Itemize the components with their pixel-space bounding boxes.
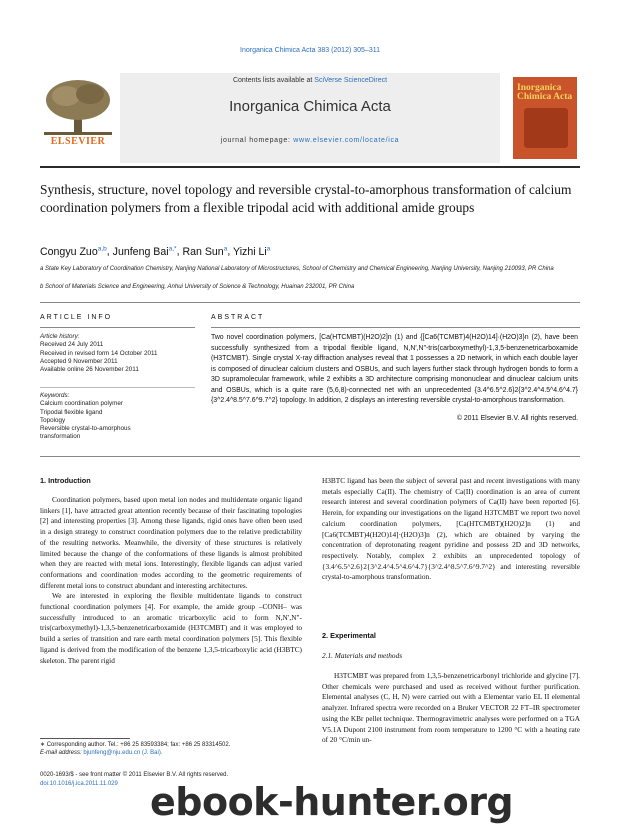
sciencedirect-link[interactable]: SciVerse ScienceDirect — [314, 77, 388, 84]
keywords-divider — [40, 387, 195, 388]
paragraph: We are interested in exploring the flexible multidentate ligands to construct functional coordination polymers [4]. For example, the amide group –CONH– was successfully introduced to an aromatic tricarboxylic acid to form N,N′,N″-tris(carboxymethyl)-1,3,5-benzenetricarboxamide (H3TCMBT) and it was employed to build a series of transition and rare earth metal coordination polymers [5]. This flexible ligand is derived from the modification of the benzene 1,3,5-tricarboxylic acid (H3BTC) skeleton. The parent rigid — [40, 591, 302, 665]
corresponding-author-footnote — [40, 741, 300, 757]
article-info-divider — [40, 327, 195, 328]
history-item: Available online 26 November 2011 — [40, 366, 139, 374]
paragraph: Coordination polymers, based upon metal ion nodes and multidentate organic ligand linkers [1], have attracted great attention recently because of their fascinating topologies [2] and interesting properties [3]. Among these ligands, rigid ones have often been used in a design strategy to construct coordination polymers due to the relative predictability of the resulting networks. Meanwhile, the diversity of these structures is relatively limited because the change of the conformations of these ligands is almost prohibited when they are reacted with metal ions. Interestingly, flexible ligands can adjust varied conformations and coordination modes according to the geometric requirements of different metal ions to construct abundant and interesting architectures. — [40, 495, 302, 590]
paragraph: H3BTC ligand has been the subject of several past and recent investigations with many metals especially Ca(II). The chemistry of Ca(II) coordination is an area of current research interest and several coordination polymers of Ca(II) have been reported [6]. Herein, for expanding our investigations on the ligand H3TCMBT we report two novel calcium coordination polymers, [Ca(HTCMBT)(H2O)2]n (1) and [Ca6(TCMBT)4(H2O)14]·(H2O)3]n (2), which are obtained by varying the concentration of deprotonating reagent pyridine and possess 2D and 3D networks, respectively. Notably, complex 2 exhibits an unprecedented topology of {3.4^6.5^2.6}2{3^2.4^4.5^4.6^4.7}{3^2.4^8.5^7.6^9.7^2} and interesting reversible crystal-to-amorphous transformation. — [322, 476, 580, 582]
doi-link[interactable]: doi:10.1016/j.ica.2011.11.029 — [40, 780, 118, 787]
journal-homepage — [120, 137, 500, 144]
article-title: Synthesis, structure, novel topology and reversible crystal-to-amorphous transformation of calcium coordination polymers from a flexible tripodal acid with additional amide groups — [40, 182, 572, 215]
keyword: Calcium coordination polymer — [40, 400, 123, 408]
abstract-heading: ABSTRACT — [211, 314, 265, 321]
introduction-heading: 1. Introduction — [40, 476, 91, 485]
journal-header-box — [120, 73, 500, 163]
footnote-divider — [40, 738, 130, 739]
keyword: Tripodal flexible ligand — [40, 408, 103, 416]
author[interactable]: Junfeng Bai$^{a,*}$ — [112, 245, 177, 258]
experimental-heading: 2. Experimental — [322, 631, 376, 640]
email-line — [40, 749, 300, 757]
contents-prefix: Contents lists available at — [232, 77, 315, 84]
cover-title: Inorganica Chimica Acta — [517, 83, 573, 102]
history-item: Received in revised form 14 October 2011 — [40, 349, 158, 357]
article-info-heading: ARTICLE INFO — [40, 314, 113, 321]
body-right-column — [322, 476, 580, 583]
abstract-bottom-divider — [40, 456, 580, 457]
header-divider — [40, 166, 580, 168]
abstract-copyright: © 2011 Elsevier B.V. All rights reserved. — [456, 415, 578, 422]
contents-line — [120, 77, 500, 84]
affiliation: a State Key Laboratory of Coordination Chemistry, Nanjing National Laboratory of Microstructures, School of Chemistry and Chemical Engineering, Nanjing University, Nanjing 210093, PR China — [40, 266, 554, 272]
keywords-label: Keywords: — [40, 392, 70, 399]
author[interactable]: Ran Sun$^a$ — [182, 245, 228, 258]
keywords — [40, 392, 200, 442]
paragraph: H3TCMBT was prepared from 1,3,5-benzenetricarbonyl trichloride and glycine [7]. Other chemicals were purchased and used as received without further purification. Elemental analyses (C, H, N) were carried out with a Elementar vario EL II elemental analyzer. Infrared spectra were recorded on a Bruker VECTOR 22 FT–IR spectrometer using the KBr pellet technique. Thermogravimetric analyses were performed on a TGA V5.1A Dupont 2100 instrument from room temperature to 1200 °C with a heating rate of 20 °C/min un- — [322, 671, 580, 745]
affiliation-divider — [40, 302, 580, 303]
keyword: Reversible crystal-to-amorphous — [40, 425, 131, 433]
issn-line: 0020-1693/$ - see front matter © 2011 Elsevier B.V. All rights reserved. — [40, 772, 229, 778]
journal-citation[interactable]: Inorganica Chimica Acta 383 (2012) 305–311 — [240, 47, 380, 54]
abstract-divider — [211, 327, 580, 328]
homepage-prefix: journal homepage: — [220, 137, 294, 144]
author[interactable]: Yizhi Li$^a$ — [233, 245, 271, 258]
history-label: Article history: — [40, 333, 80, 340]
abstract-text: Two novel coordination polymers, [Ca(HTCMBT)(H2O)2]n (1) and {[Ca6(TCMBT)4(H2O)14]·(H2O)3}n (2), have been successfully synthesized from a tripodal flexible ligand, N,N′,N″-tris(carboxymethyl)-1,3,5-benzenetricarboxamide (H3TCMBT). Single crystal X-ray diffraction analyses reveal that 1 possesses a 2D network, in which each double layer is composed of dinuclear calcium clusters and OSBUs, and such layers further stack through hydrogen bonds to form a 3D supramolecular framework, while 2 exhibits a 3D architecture comprising mononuclear and dinuclear calcium units and OSBUs, which is a quite rare (5,6,8)-connected net with an unprecedented {3.4^6.5^2.6}2{3^2.4^4.5^4.6^4.7}{3^2.4^8.5^7.6^9.7^2} topology. In addition, 2 displays an interesting reversible crystal-to-amorphous transformation. — [211, 334, 578, 404]
affiliation: b School of Materials Science and Engineering, Anhui University of Science & Technology, Huainan 232001, PR China — [40, 284, 355, 290]
author[interactable]: Congyu Zuo$^{a,b}$ — [40, 245, 107, 258]
watermark-text: ebook-hunter.org — [150, 780, 514, 824]
email-label: E-mail address: — [40, 750, 84, 756]
article-history — [40, 333, 200, 374]
history-item: Received 24 July 2011 — [40, 341, 104, 349]
keyword: transformation — [40, 433, 81, 441]
journal-title: Inorganica Chimica Acta — [229, 98, 391, 115]
email-link[interactable]: bjunfeng@nju.edu.cn (J. Bai). — [83, 750, 163, 756]
homepage-link[interactable]: www.elsevier.com/locate/ica — [293, 137, 400, 144]
author-list: Congyu Zuo$^{a,b}$, Junfeng Bai$^{a,*}$, Ran Sun$^a$, Yizhi Li$^a$ — [40, 245, 271, 258]
publisher-name: ELSEVIER — [50, 136, 106, 147]
keyword: Topology — [40, 416, 66, 424]
body-left-column — [40, 495, 302, 735]
history-item: Accepted 9 November 2011 — [40, 357, 118, 365]
cover-illustration — [524, 108, 568, 148]
corresponding-author: ∗ Corresponding author. Tel.: +86 25 83593384; fax: +86 25 83314502. — [40, 742, 231, 748]
materials-paragraph-container — [322, 671, 580, 783]
materials-methods-heading: 2.1. Materials and methods — [322, 651, 403, 660]
